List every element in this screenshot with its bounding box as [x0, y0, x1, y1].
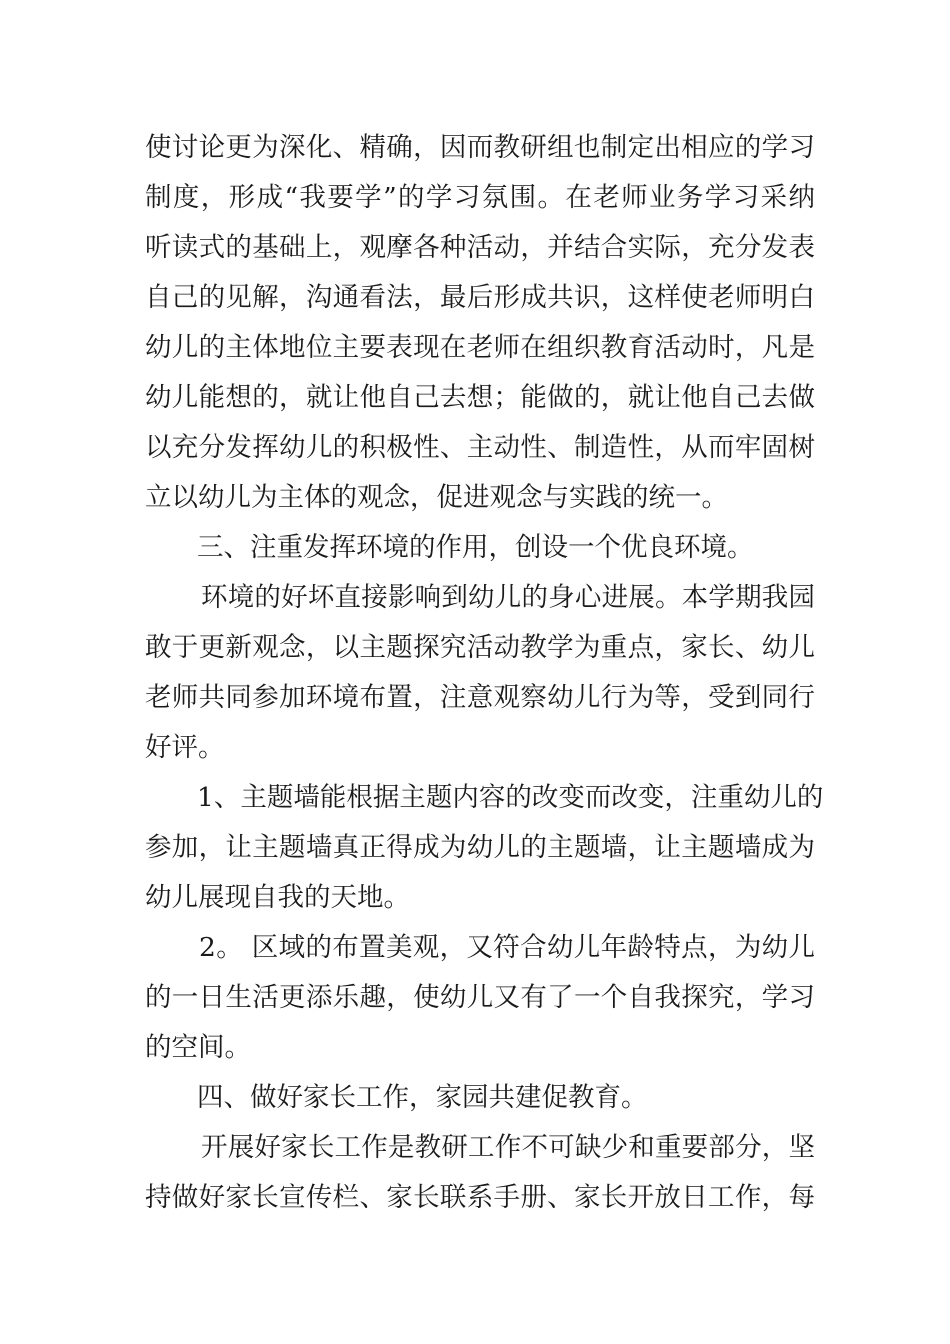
text-line: 幼儿能想的，就让他自己去想；能做的，就让他自己去做	[145, 382, 815, 413]
text-line: 制度，形成“我要学”的学习氛围。在老师业务学习采纳	[145, 182, 815, 213]
paragraph-first-line: 开展好家长工作是教研工作不可缺少和重要部分，坚	[201, 1132, 815, 1163]
text-line: 自己的见解，沟通看法，最后形成共识，这样使老师明白	[145, 282, 815, 313]
text-line: 老师共同参加环境布置，注意观察幼儿行为等，受到同行	[145, 682, 815, 713]
text-line: 使讨论更为深化、精确，因而教研组也制定出相应的学习	[145, 132, 815, 163]
text-line: 立以幼儿为主体的观念，促进观念与实践的统一。	[145, 482, 728, 513]
text-line: 听读式的基础上，观摩各种活动，并结合实际，充分发表	[145, 232, 815, 263]
text-line: 好评。	[145, 732, 225, 763]
text-line: 幼儿的主体地位主要表现在老师在组织教育活动时，凡是	[145, 332, 815, 363]
text-line: 幼儿展现自我的天地。	[145, 882, 410, 913]
section-heading-3: 三、注重发挥环境的作用，创设一个优良环境。	[197, 532, 754, 563]
text-line: 持做好家长宣传栏、家长联系手册、家长开放日工作，每	[145, 1182, 815, 1213]
text-line: 的一日生活更添乐趣，使幼儿又有了一个自我探究，学习	[145, 982, 815, 1013]
text-line: 以充分发挥幼儿的积极性、主动性、制造性，从而牢固树	[145, 432, 815, 463]
list-item-1-first-line: 1、主题墙能根据主题内容的改变而改变，注重幼儿的	[197, 782, 824, 813]
text-line: 敢于更新观念，以主题探究活动教学为重点，家长、幼儿	[145, 632, 815, 663]
text-line: 参加，让主题墙真正得成为幼儿的主题墙，让主题墙成为	[145, 832, 815, 863]
text-line: 的空间。	[145, 1032, 251, 1063]
section-heading-4: 四、做好家长工作，家园共建促教育。	[197, 1082, 648, 1113]
list-item-2-first-line: 2。 区域的布置美观，又符合幼儿年龄特点，为幼儿	[199, 932, 815, 963]
paragraph-first-line: 环境的好坏直接影响到幼儿的身心进展。本学期我园	[201, 582, 815, 613]
